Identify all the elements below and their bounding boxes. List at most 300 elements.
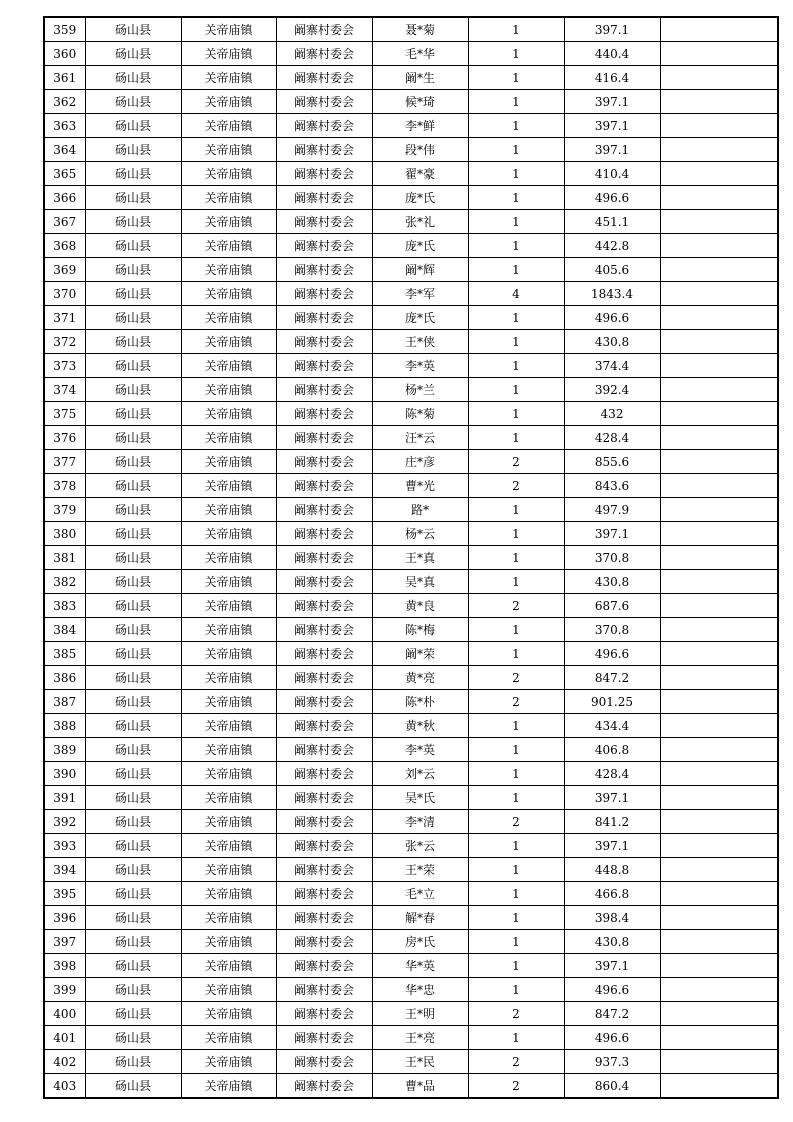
household-size-cell: 1 [468,618,564,642]
village-committee-cell: 阚寨村委会 [276,1074,372,1099]
county-cell: 砀山县 [85,450,181,474]
town-cell: 关帝庙镇 [181,810,276,834]
household-size-cell: 1 [468,834,564,858]
household-size-cell: 1 [468,546,564,570]
table-row [44,378,778,402]
table-row [44,162,778,186]
village-committee-cell: 阚寨村委会 [276,906,372,930]
row-number-cell: 372 [44,330,85,354]
row-number-cell: 377 [44,450,85,474]
village-committee-cell: 阚寨村委会 [276,762,372,786]
household-size-cell: 1 [468,186,564,210]
village-committee-cell: 阚寨村委会 [276,426,372,450]
name-cell: 阚*辉 [372,258,468,282]
county-cell: 砀山县 [85,810,181,834]
town-cell: 关帝庙镇 [181,258,276,282]
row-number-cell: 374 [44,378,85,402]
household-size-cell: 1 [468,138,564,162]
household-size-cell: 1 [468,17,564,42]
name-cell: 李*鲜 [372,114,468,138]
remarks-cell [660,162,778,186]
amount-cell: 397.1 [564,786,660,810]
county-cell: 砀山县 [85,138,181,162]
household-size-cell: 1 [468,426,564,450]
household-size-cell: 1 [468,378,564,402]
amount-cell: 416.4 [564,66,660,90]
village-committee-cell: 阚寨村委会 [276,882,372,906]
table-row [44,210,778,234]
household-size-cell: 1 [468,570,564,594]
name-cell: 聂*菊 [372,17,468,42]
household-size-cell: 2 [468,690,564,714]
town-cell: 关帝庙镇 [181,1002,276,1026]
table-row [44,1002,778,1026]
name-cell: 王*民 [372,1050,468,1074]
county-cell: 砀山县 [85,570,181,594]
county-cell: 砀山县 [85,522,181,546]
row-number-cell: 401 [44,1026,85,1050]
name-cell: 汪*云 [372,426,468,450]
table-row [44,42,778,66]
table-row [44,762,778,786]
village-committee-cell: 阚寨村委会 [276,354,372,378]
table-row [44,858,778,882]
table-row [44,642,778,666]
county-cell: 砀山县 [85,954,181,978]
name-cell: 陈*梅 [372,618,468,642]
village-committee-cell: 阚寨村委会 [276,402,372,426]
row-number-cell: 376 [44,426,85,450]
name-cell: 李*英 [372,354,468,378]
row-number-cell: 382 [44,570,85,594]
table-row [44,450,778,474]
county-cell: 砀山县 [85,354,181,378]
town-cell: 关帝庙镇 [181,474,276,498]
table-row [44,690,778,714]
remarks-cell [660,474,778,498]
remarks-cell [660,594,778,618]
village-committee-cell: 阚寨村委会 [276,546,372,570]
county-cell: 砀山县 [85,17,181,42]
household-size-cell: 1 [468,882,564,906]
household-size-cell: 1 [468,42,564,66]
name-cell: 华*英 [372,954,468,978]
household-size-cell: 1 [468,762,564,786]
village-committee-cell: 阚寨村委会 [276,666,372,690]
household-size-cell: 1 [468,930,564,954]
remarks-cell [660,762,778,786]
remarks-cell [660,786,778,810]
village-committee-cell: 阚寨村委会 [276,306,372,330]
village-committee-cell: 阚寨村委会 [276,330,372,354]
town-cell: 关帝庙镇 [181,642,276,666]
name-cell: 王*侠 [372,330,468,354]
row-number-cell: 399 [44,978,85,1002]
table-row [44,810,778,834]
table-row [44,498,778,522]
name-cell: 庞*氏 [372,306,468,330]
table-row [44,90,778,114]
row-number-cell: 359 [44,17,85,42]
county-cell: 砀山县 [85,378,181,402]
amount-cell: 397.1 [564,90,660,114]
town-cell: 关帝庙镇 [181,90,276,114]
town-cell: 关帝庙镇 [181,762,276,786]
household-size-cell: 1 [468,354,564,378]
amount-cell: 451.1 [564,210,660,234]
town-cell: 关帝庙镇 [181,882,276,906]
remarks-cell [660,498,778,522]
amount-cell: 847.2 [564,666,660,690]
row-number-cell: 391 [44,786,85,810]
amount-cell: 398.4 [564,906,660,930]
row-number-cell: 373 [44,354,85,378]
household-size-cell: 1 [468,714,564,738]
county-cell: 砀山县 [85,642,181,666]
county-cell: 砀山县 [85,306,181,330]
name-cell: 王*亮 [372,1026,468,1050]
town-cell: 关帝庙镇 [181,378,276,402]
household-size-cell: 1 [468,642,564,666]
county-cell: 砀山县 [85,906,181,930]
amount-cell: 496.6 [564,186,660,210]
row-number-cell: 397 [44,930,85,954]
town-cell: 关帝庙镇 [181,162,276,186]
amount-cell: 406.8 [564,738,660,762]
town-cell: 关帝庙镇 [181,282,276,306]
table-row [44,306,778,330]
table-row [44,786,778,810]
town-cell: 关帝庙镇 [181,138,276,162]
town-cell: 关帝庙镇 [181,1074,276,1099]
county-cell: 砀山县 [85,234,181,258]
remarks-cell [660,714,778,738]
name-cell: 庄*彦 [372,450,468,474]
row-number-cell: 371 [44,306,85,330]
town-cell: 关帝庙镇 [181,234,276,258]
amount-cell: 841.2 [564,810,660,834]
county-cell: 砀山县 [85,690,181,714]
county-cell: 砀山县 [85,402,181,426]
county-cell: 砀山县 [85,594,181,618]
remarks-cell [660,570,778,594]
county-cell: 砀山县 [85,1026,181,1050]
county-cell: 砀山县 [85,258,181,282]
table-row [44,474,778,498]
household-size-cell: 1 [468,234,564,258]
town-cell: 关帝庙镇 [181,618,276,642]
household-size-cell: 2 [468,474,564,498]
village-committee-cell: 阚寨村委会 [276,594,372,618]
amount-cell: 397.1 [564,522,660,546]
village-committee-cell: 阚寨村委会 [276,954,372,978]
amount-cell: 430.8 [564,330,660,354]
table-row [44,1074,778,1099]
town-cell: 关帝庙镇 [181,954,276,978]
household-size-cell: 1 [468,978,564,1002]
remarks-cell [660,1050,778,1074]
county-cell: 砀山县 [85,738,181,762]
town-cell: 关帝庙镇 [181,114,276,138]
table-row [44,282,778,306]
town-cell: 关帝庙镇 [181,42,276,66]
table-body [44,17,778,1098]
data-table [43,16,779,1099]
name-cell: 黄*良 [372,594,468,618]
county-cell: 砀山县 [85,1002,181,1026]
town-cell: 关帝庙镇 [181,978,276,1002]
amount-cell: 428.4 [564,762,660,786]
remarks-cell [660,930,778,954]
table-row [44,402,778,426]
name-cell: 黄*秋 [372,714,468,738]
name-cell: 王*明 [372,1002,468,1026]
village-committee-cell: 阚寨村委会 [276,90,372,114]
name-cell: 李*英 [372,738,468,762]
town-cell: 关帝庙镇 [181,186,276,210]
town-cell: 关帝庙镇 [181,906,276,930]
table-row [44,66,778,90]
amount-cell: 448.8 [564,858,660,882]
remarks-cell [660,330,778,354]
household-size-cell: 1 [468,522,564,546]
remarks-cell [660,1002,778,1026]
row-number-cell: 392 [44,810,85,834]
name-cell: 王*真 [372,546,468,570]
remarks-cell [660,882,778,906]
table-row [44,522,778,546]
row-number-cell: 393 [44,834,85,858]
table-row [44,330,778,354]
household-size-cell: 1 [468,906,564,930]
row-number-cell: 400 [44,1002,85,1026]
name-cell: 阚*荣 [372,642,468,666]
county-cell: 砀山县 [85,186,181,210]
village-committee-cell: 阚寨村委会 [276,17,372,42]
village-committee-cell: 阚寨村委会 [276,714,372,738]
table-row [44,834,778,858]
town-cell: 关帝庙镇 [181,426,276,450]
amount-cell: 687.6 [564,594,660,618]
town-cell: 关帝庙镇 [181,17,276,42]
household-size-cell: 2 [468,810,564,834]
county-cell: 砀山县 [85,330,181,354]
table-row [44,114,778,138]
table-row [44,594,778,618]
row-number-cell: 381 [44,546,85,570]
row-number-cell: 386 [44,666,85,690]
amount-cell: 496.6 [564,306,660,330]
amount-cell: 392.4 [564,378,660,402]
amount-cell: 434.4 [564,714,660,738]
amount-cell: 1843.4 [564,282,660,306]
table-row [44,426,778,450]
village-committee-cell: 阚寨村委会 [276,1050,372,1074]
amount-cell: 496.6 [564,1026,660,1050]
table-row [44,570,778,594]
name-cell: 候*琦 [372,90,468,114]
household-size-cell: 1 [468,162,564,186]
village-committee-cell: 阚寨村委会 [276,522,372,546]
village-committee-cell: 阚寨村委会 [276,498,372,522]
village-committee-cell: 阚寨村委会 [276,258,372,282]
remarks-cell [660,42,778,66]
remarks-cell [660,810,778,834]
row-number-cell: 378 [44,474,85,498]
name-cell: 张*云 [372,834,468,858]
village-committee-cell: 阚寨村委会 [276,378,372,402]
table-row [44,354,778,378]
county-cell: 砀山县 [85,786,181,810]
county-cell: 砀山县 [85,42,181,66]
town-cell: 关帝庙镇 [181,1050,276,1074]
name-cell: 陈*朴 [372,690,468,714]
amount-cell: 843.6 [564,474,660,498]
village-committee-cell: 阚寨村委会 [276,978,372,1002]
name-cell: 李*清 [372,810,468,834]
village-committee-cell: 阚寨村委会 [276,1002,372,1026]
remarks-cell [660,426,778,450]
row-number-cell: 388 [44,714,85,738]
row-number-cell: 398 [44,954,85,978]
county-cell: 砀山县 [85,1074,181,1099]
amount-cell: 496.6 [564,978,660,1002]
remarks-cell [660,138,778,162]
name-cell: 曹*光 [372,474,468,498]
town-cell: 关帝庙镇 [181,66,276,90]
name-cell: 张*礼 [372,210,468,234]
name-cell: 段*伟 [372,138,468,162]
remarks-cell [660,306,778,330]
row-number-cell: 362 [44,90,85,114]
name-cell: 吴*真 [372,570,468,594]
county-cell: 砀山县 [85,90,181,114]
amount-cell: 496.6 [564,642,660,666]
row-number-cell: 385 [44,642,85,666]
table-row [44,714,778,738]
row-number-cell: 365 [44,162,85,186]
remarks-cell [660,186,778,210]
row-number-cell: 379 [44,498,85,522]
remarks-cell [660,17,778,42]
village-committee-cell: 阚寨村委会 [276,1026,372,1050]
county-cell: 砀山县 [85,474,181,498]
name-cell: 路* [372,498,468,522]
amount-cell: 428.4 [564,426,660,450]
amount-cell: 847.2 [564,1002,660,1026]
amount-cell: 405.6 [564,258,660,282]
village-committee-cell: 阚寨村委会 [276,690,372,714]
row-number-cell: 383 [44,594,85,618]
county-cell: 砀山县 [85,210,181,234]
amount-cell: 397.1 [564,114,660,138]
name-cell: 毛*华 [372,42,468,66]
county-cell: 砀山县 [85,882,181,906]
row-number-cell: 367 [44,210,85,234]
row-number-cell: 396 [44,906,85,930]
remarks-cell [660,378,778,402]
county-cell: 砀山县 [85,762,181,786]
row-number-cell: 389 [44,738,85,762]
name-cell: 杨*兰 [372,378,468,402]
row-number-cell: 403 [44,1074,85,1099]
town-cell: 关帝庙镇 [181,930,276,954]
row-number-cell: 364 [44,138,85,162]
household-size-cell: 4 [468,282,564,306]
table-row [44,258,778,282]
name-cell: 庞*氏 [372,186,468,210]
table-row [44,906,778,930]
amount-cell: 466.8 [564,882,660,906]
row-number-cell: 395 [44,882,85,906]
amount-cell: 410.4 [564,162,660,186]
row-number-cell: 370 [44,282,85,306]
table-row [44,186,778,210]
amount-cell: 855.6 [564,450,660,474]
remarks-cell [660,666,778,690]
row-number-cell: 368 [44,234,85,258]
remarks-cell [660,546,778,570]
amount-cell: 442.8 [564,234,660,258]
household-size-cell: 1 [468,66,564,90]
table-row [44,954,778,978]
household-size-cell: 1 [468,210,564,234]
household-size-cell: 1 [468,786,564,810]
household-size-cell: 1 [468,258,564,282]
town-cell: 关帝庙镇 [181,858,276,882]
name-cell: 华*忠 [372,978,468,1002]
household-size-cell: 1 [468,306,564,330]
county-cell: 砀山县 [85,930,181,954]
name-cell: 毛*立 [372,882,468,906]
remarks-cell [660,450,778,474]
amount-cell: 397.1 [564,834,660,858]
county-cell: 砀山县 [85,714,181,738]
remarks-cell [660,954,778,978]
table-row [44,234,778,258]
household-size-cell: 2 [468,1002,564,1026]
county-cell: 砀山县 [85,546,181,570]
village-committee-cell: 阚寨村委会 [276,162,372,186]
row-number-cell: 384 [44,618,85,642]
remarks-cell [660,234,778,258]
town-cell: 关帝庙镇 [181,306,276,330]
amount-cell: 440.4 [564,42,660,66]
household-size-cell: 1 [468,1026,564,1050]
county-cell: 砀山县 [85,426,181,450]
household-size-cell: 2 [468,1074,564,1099]
amount-cell: 370.8 [564,546,660,570]
household-size-cell: 1 [468,114,564,138]
town-cell: 关帝庙镇 [181,714,276,738]
village-committee-cell: 阚寨村委会 [276,810,372,834]
name-cell: 李*军 [372,282,468,306]
row-number-cell: 361 [44,66,85,90]
household-size-cell: 2 [468,450,564,474]
county-cell: 砀山县 [85,978,181,1002]
remarks-cell [660,834,778,858]
remarks-cell [660,858,778,882]
amount-cell: 901.25 [564,690,660,714]
row-number-cell: 394 [44,858,85,882]
name-cell: 房*氏 [372,930,468,954]
town-cell: 关帝庙镇 [181,594,276,618]
village-committee-cell: 阚寨村委会 [276,42,372,66]
household-size-cell: 2 [468,594,564,618]
name-cell: 吴*氏 [372,786,468,810]
remarks-cell [660,282,778,306]
remarks-cell [660,906,778,930]
